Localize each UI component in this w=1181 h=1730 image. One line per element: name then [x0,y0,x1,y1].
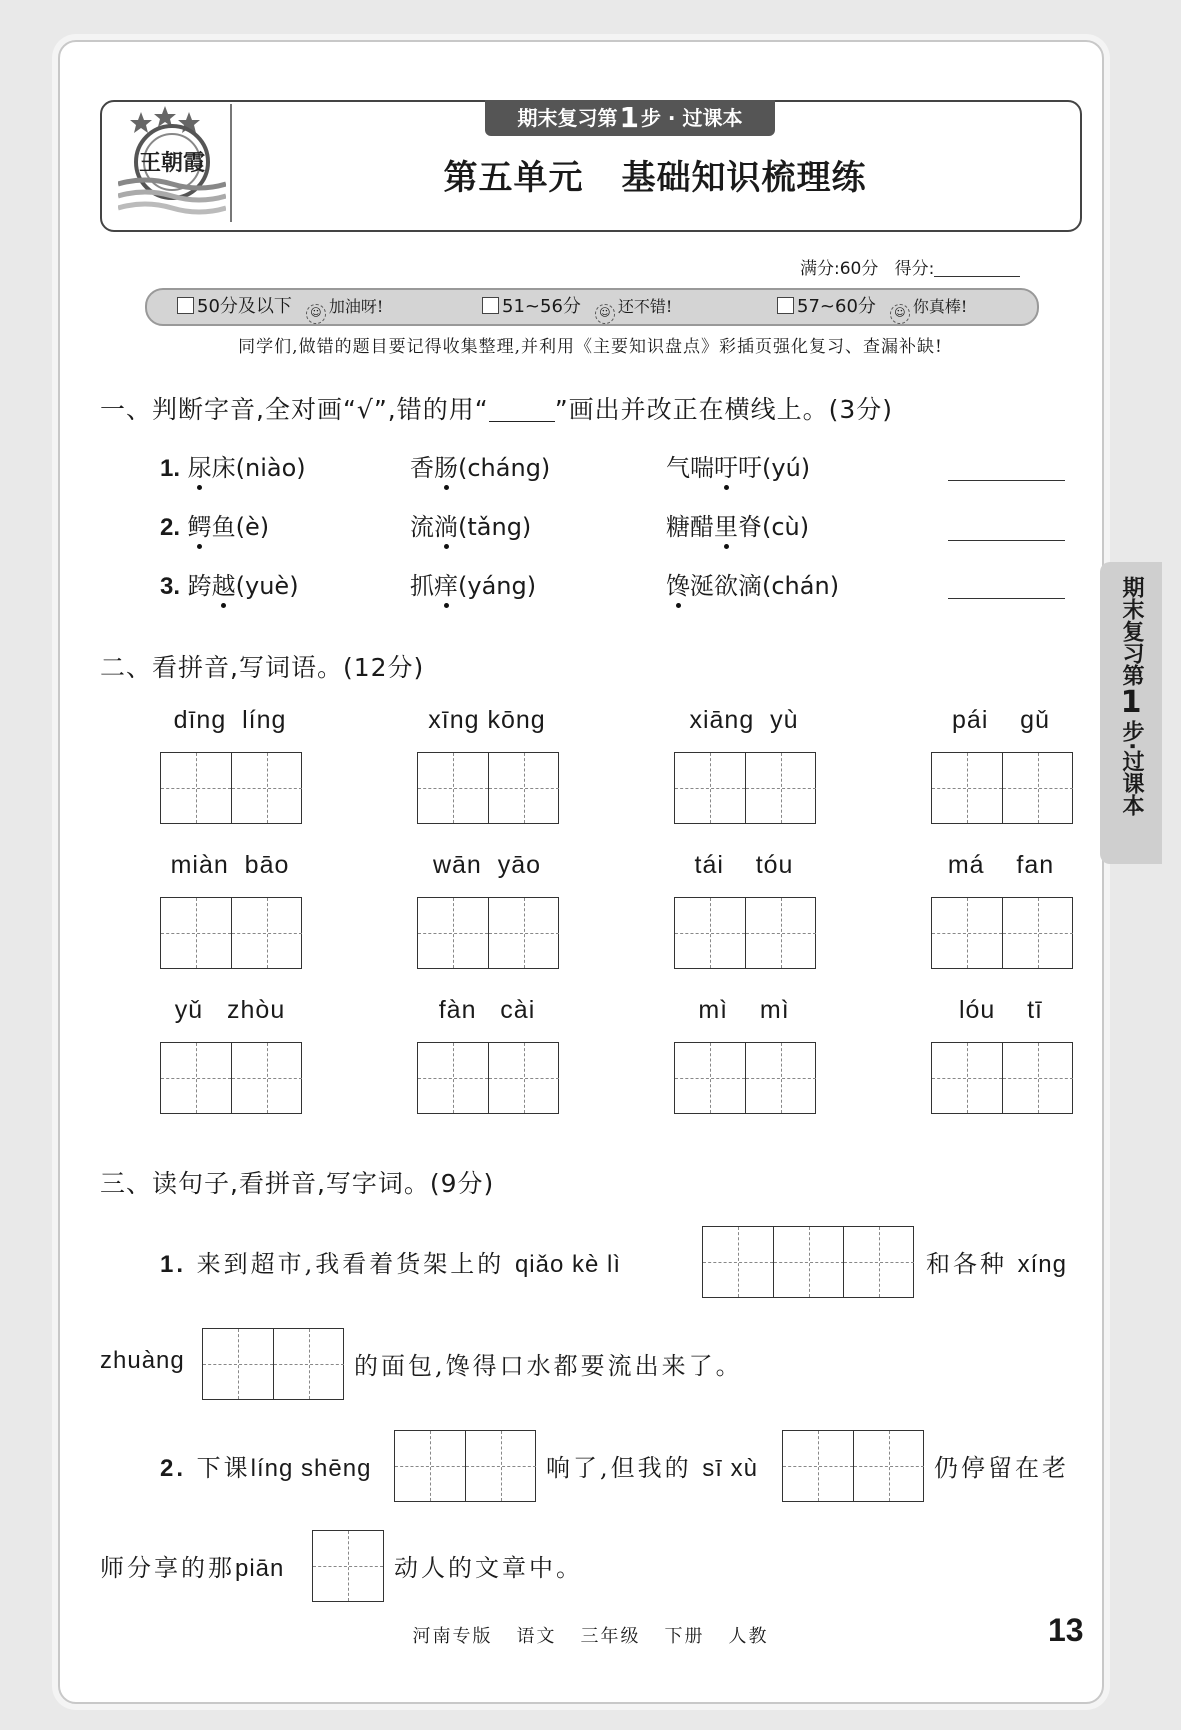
title-unit: 第五单元 [443,158,584,198]
q2-answer-box[interactable] [160,897,302,969]
q2-pinyin: mì mì [698,996,790,1024]
svg-text:王朝霞: 王朝霞 [138,150,206,176]
full-score: 满分:60分 [800,259,879,279]
footer-grade: 三年级 [580,1626,641,1647]
tab-step-number: 1 [619,101,639,134]
sentence-text: 师分享的那 [100,1554,235,1582]
q2-pinyin: wān yāo [432,851,542,879]
page-title [232,150,1078,199]
side-tab-bottom: 步·过课本 [1119,720,1144,817]
q1-row2-b [410,507,531,542]
q2-answer-box[interactable] [417,897,559,969]
pinyin: (yú) [762,454,811,482]
q2-pinyin: xiāng yù [689,706,799,734]
q3-s2-line1 [160,1448,371,1483]
level-3 [777,294,967,320]
q3-s2-line2 [100,1548,284,1583]
q1-title-blank [489,399,555,422]
q1-title-a: 一、判断字音,全对画“√”,错的用“ [100,395,489,424]
notice-text: 同学们,做错的题目要记得收集整理,并利用《主要知识盘点》彩插页强化复习、查漏补缺! [238,337,943,357]
q3-s2-end: 动人的文章中。 [394,1554,583,1582]
footer-edition: 河南专版 [412,1626,493,1647]
level-cheer: 你真棒! [912,297,968,316]
dotted-char: 里 [714,513,738,541]
dotted-char: 吁 [714,454,738,482]
dotted-char: 淌 [434,513,458,541]
side-tab-step: 1 [1120,685,1142,720]
pinyin: (chán) [762,572,840,600]
level-checkbox[interactable] [482,297,499,314]
char: 跨 [187,572,212,600]
footer-subject: 语文 [516,1626,557,1647]
q3-s1-line2 [100,1346,185,1375]
q2-answer-box[interactable] [674,752,816,824]
dotted-char: 痒 [434,572,458,600]
q1-row2-c [666,507,809,542]
q2-pinyin: má fan [947,851,1055,879]
q2-answer-box[interactable] [417,752,559,824]
q1-row3-c [666,566,839,601]
footer-publisher: 人教 [728,1626,769,1647]
sentence-text: 响了,但我的 [546,1454,692,1482]
pinyin: (tǎng) [458,513,532,541]
q3-title: 三、读句子,看拼音,写字词。(9分) [100,1169,495,1198]
dotted-char: 鳄 [187,513,212,541]
sentence-text: 和各种 [926,1250,1007,1278]
score-level-bar [145,288,1039,326]
q2-pinyin: fàn cài [438,996,536,1024]
q2-pinyin: tái tóu [694,851,794,879]
q2-answer-box[interactable] [160,1042,302,1114]
footer [0,1622,1181,1648]
tab-suffix: 步 · 过课本 [640,106,743,130]
pinyin: sī xù [702,1455,758,1482]
q3-s2-box3[interactable] [312,1530,384,1602]
q1-row1-a [160,448,306,483]
q3-s1-end: 的面包,馋得口水都要流出来了。 [354,1352,743,1380]
level-range: 57~60分 [797,296,876,317]
q2-answer-box[interactable] [160,752,302,824]
item-number: 2. [160,1455,187,1482]
tab-prefix: 期末复习第 [517,106,618,130]
side-step-tab [1100,562,1162,864]
dotted-char: 尿 [187,454,212,482]
q3-s2-box2[interactable] [782,1430,924,1502]
q2-pinyin: yǔ zhòu [174,996,286,1024]
pinyin: (è) [235,513,270,541]
score-line [800,254,1020,279]
level-1 [177,294,383,320]
item-number: 3. [160,573,181,600]
dotted-char: 越 [211,572,236,600]
q2-answer-box[interactable] [674,897,816,969]
q3-s1-line1-end [926,1244,1067,1279]
q2-title: 二、看拼音,写词语。(12分) [100,653,425,682]
char: 床 [211,454,236,482]
side-tab-top: 期末复习第 [1119,576,1144,686]
q1-title-b: ”画出并改正在横线上。(3分) [554,395,894,424]
q2-answer-box[interactable] [931,1042,1073,1114]
q3-s2-mid2: 仍停留在老 [934,1454,1069,1482]
level-checkbox[interactable] [777,297,794,314]
score-label: 得分: [894,259,935,279]
pinyin: qiǎo kè lì [514,1251,621,1278]
smiley-icon: ☺ [890,304,910,324]
dotted-char: 馋 [666,572,690,600]
q1-answer-line-3[interactable] [948,598,1065,599]
q2-answer-box[interactable] [931,752,1073,824]
q1-title [100,390,893,426]
char: 香 [410,454,434,482]
q1-row2-a [160,507,269,542]
dotted-char: 肠 [434,454,458,482]
q1-row3-a [160,566,299,601]
pinyin: zhuàng [100,1347,185,1374]
q1-row1-b [410,448,550,483]
q3-s1-box2[interactable] [202,1328,344,1400]
level-checkbox[interactable] [177,297,194,314]
q3-s2-box1[interactable] [394,1430,536,1502]
pinyin: xíng [1017,1251,1068,1278]
char: 气喘 [666,454,714,482]
smiley-icon: ☺ [595,304,615,324]
char: 涎欲滴 [690,572,762,600]
title-name: 基础知识梳理练 [621,158,867,198]
score-blank[interactable] [934,260,1020,277]
char: 抓 [410,572,434,600]
char: 脊 [738,513,762,541]
q2-answer-box[interactable] [674,1042,816,1114]
q3-s1-line1 [160,1244,621,1279]
footer-volume: 下册 [664,1626,705,1647]
char: 糖醋 [666,513,714,541]
char: 流 [410,513,434,541]
smiley-icon: ☺ [306,304,326,324]
header-step-tab [485,100,775,136]
q2-answer-box[interactable] [931,897,1073,969]
q1-row1-c [666,448,810,483]
char: 鱼 [211,513,236,541]
pinyin: (cù) [762,513,810,541]
level-range: 50分及以下 [197,296,292,317]
level-cheer: 还不错! [617,297,673,316]
q2-pinyin: pái gǔ [952,706,1050,734]
pinyin: líng shēng [250,1455,372,1482]
level-range: 51~56分 [502,296,581,317]
level-2 [482,294,672,320]
q1-answer-line-2[interactable] [948,540,1065,541]
q2-pinyin: miàn bāo [170,851,290,879]
q1-row3-b [410,566,536,601]
sentence-text: 来到超市,我看着货架上的 [196,1250,505,1278]
page-number: 13 [1048,1612,1084,1648]
q3-s2-mid [546,1448,758,1483]
q2-pinyin: lóu tī [958,996,1044,1024]
item-number: 1. [160,455,181,482]
q2-answer-box[interactable] [417,1042,559,1114]
item-number: 1. [160,1251,187,1278]
pinyin: (cháng) [458,454,551,482]
q2-pinyin: xīng kōng [428,706,546,734]
sentence-text: 下课 [196,1454,251,1482]
pinyin: piān [235,1555,285,1582]
pinyin: (yáng) [458,572,537,600]
q1-answer-line-1[interactable] [948,480,1065,481]
level-cheer: 加油呀! [328,297,384,316]
pinyin: (niào) [235,454,306,482]
q2-pinyin: dīng líng [173,706,287,734]
char: 吁 [738,454,762,482]
pinyin: (yuè) [235,572,299,600]
item-number: 2. [160,514,181,541]
logo-seal [118,106,226,218]
q3-s1-box1[interactable] [702,1226,914,1298]
